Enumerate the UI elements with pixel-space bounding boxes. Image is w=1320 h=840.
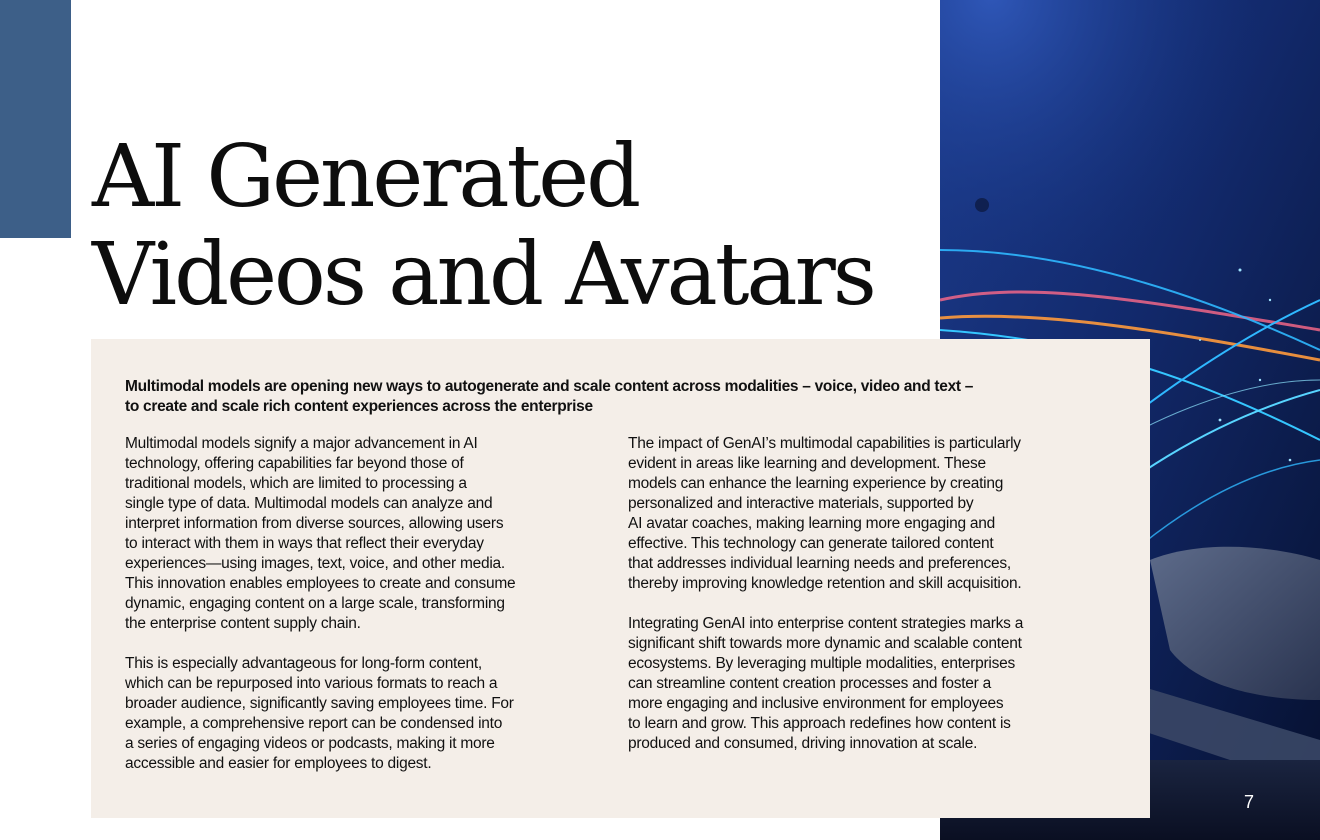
left-paragraph-2: This is especially advantageous for long-form content, which can be repurposed into various formats to reach a broader audience, significantly saving employees time. For example, a comprehensive report can be condensed into a series of engaging videos or podcasts, making it more accessible and easier for employees to digest.: [125, 655, 514, 772]
left-column: [125, 434, 607, 794]
page-number: 7: [1244, 792, 1255, 812]
content-panel: [91, 339, 1150, 818]
right-column: [628, 434, 1122, 774]
accent-bar: [0, 0, 71, 238]
left-paragraph-1: Multimodal models signify a major advancement in AI technology, offering capabilities far beyond those of traditional models, which are limited to processing a single type of data. Multimodal models can analyze and interpret information from diverse sources, allowing users to interact with them in ways that reflect their everyday experiences—using images, text, voice, and other media. This innovation enables employees to create and consume dynamic, engaging content on a large scale, transforming the enterprise content supply chain.: [125, 435, 516, 632]
title-line-2: Videos and Avatars: [92, 225, 874, 325]
page-title: [92, 128, 874, 324]
right-paragraph-2: Integrating GenAI into enterprise content strategies marks a significant shift towards more dynamic and scalable content ecosystems. By leveraging multiple modalities, enterprises can streamline content creation processes and foster a more engaging and inclusive environment for employees to learn and grow. This approach redefines how content is produced and consumed, driving innovation at scale.: [628, 615, 1024, 752]
lead-paragraph: Multimodal models are opening new ways to autogenerate and scale content across modalities – voice, video and text – to create and scale rich content experiences across the enterprise: [125, 378, 974, 415]
right-paragraph-1: The impact of GenAI’s multimodal capabilities is particularly evident in areas like learning and development. These models can enhance the learning experience by creating personalized and interactive materials, supported by AI avatar coaches, making learning more engaging and effective. This technology can generate tailored content that addresses individual learning needs and preferences, thereby improving knowledge retention and skill acquisition.: [628, 435, 1022, 592]
title-line-1: AI Generated: [92, 127, 639, 227]
